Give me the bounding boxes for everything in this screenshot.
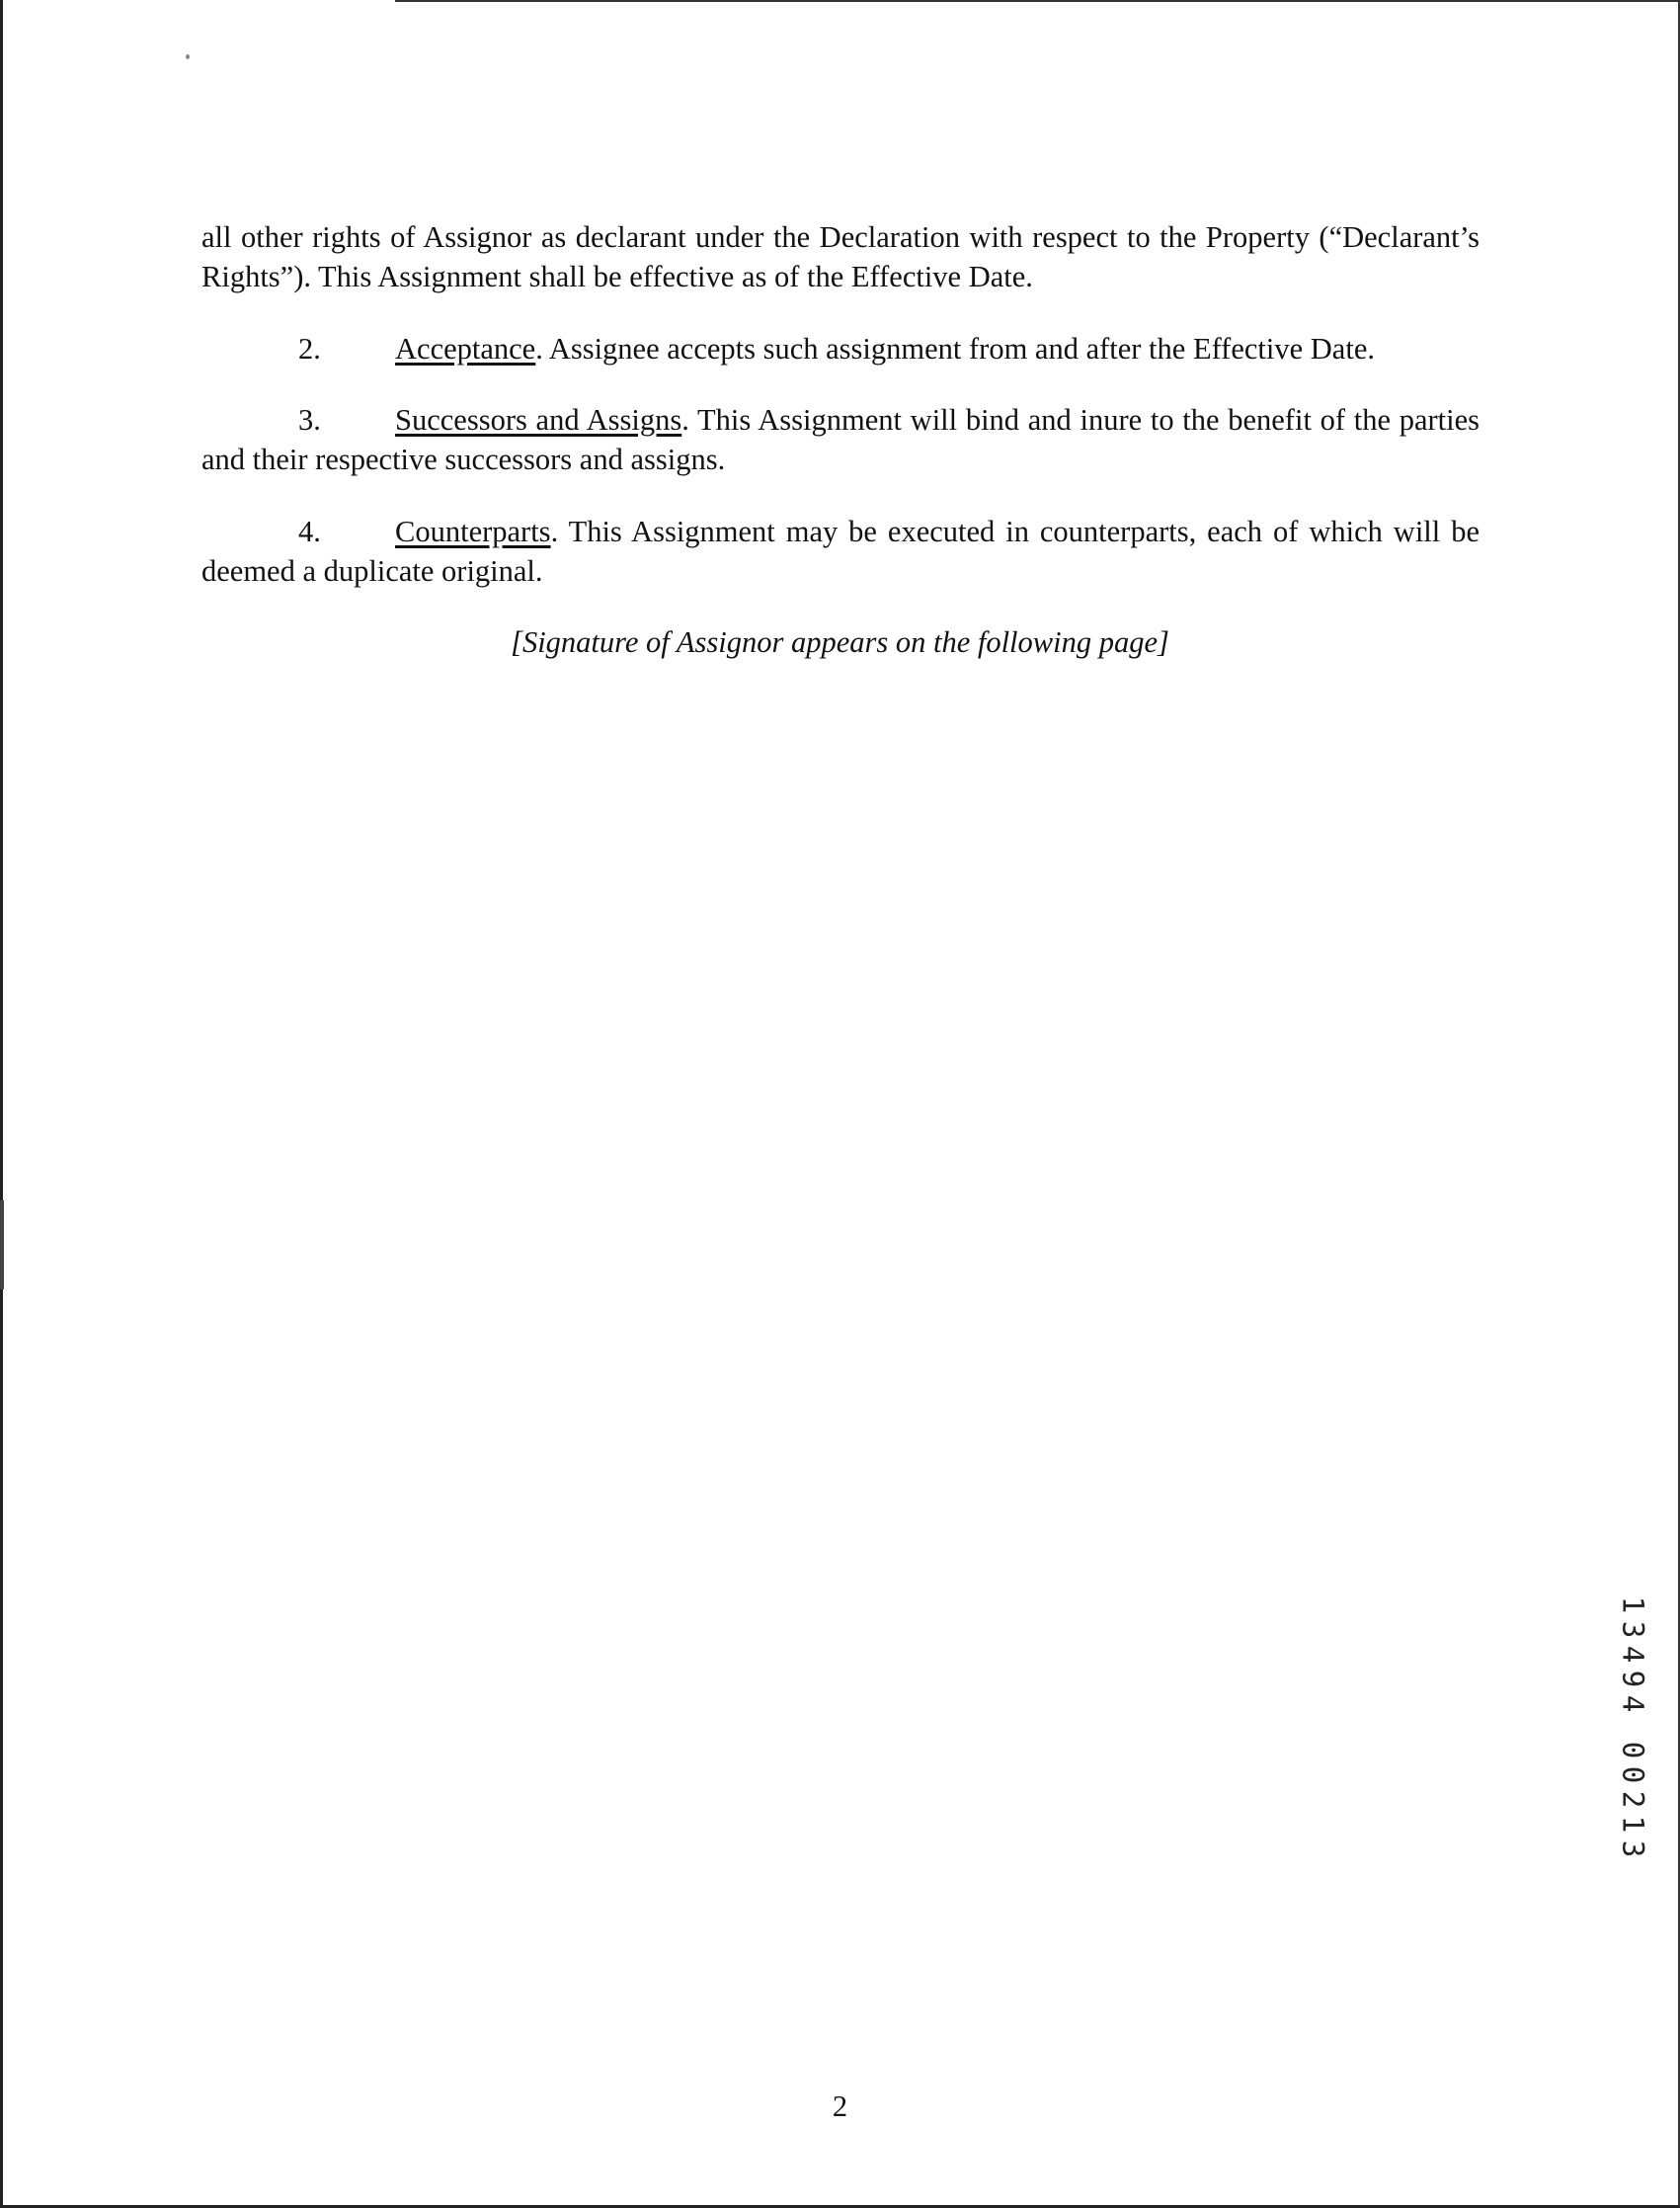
scan-edge-mark <box>0 1200 4 1289</box>
stamp-digit: 1 <box>1616 1815 1650 1834</box>
section-text: . This Assignment will bind and inure to the benefit of the parties and their respective successors and assigns. <box>201 403 1480 476</box>
scan-speck <box>186 54 190 59</box>
section-heading: Acceptance <box>395 332 536 366</box>
section-number: 2. <box>298 332 321 366</box>
stamp-digit: 1 <box>1616 1595 1650 1614</box>
section-number: 3. <box>298 403 321 437</box>
stamp-digit: 9 <box>1616 1670 1650 1688</box>
section-heading: Counterparts <box>395 515 551 548</box>
section-2 <box>201 329 1480 368</box>
section-text: . This Assignment may be executed in counterparts, each of which will be deemed a duplicate original. <box>201 515 1480 588</box>
stamp-digit: 3 <box>1616 1620 1650 1639</box>
recording-stamp <box>1616 1593 1650 1861</box>
section-4 <box>201 512 1480 591</box>
section-3 <box>201 400 1480 479</box>
stamp-digit: 3 <box>1616 1840 1650 1858</box>
section-text: . Assignee accepts such assignment from and after the Effective Date. <box>535 332 1375 366</box>
stamp-digit: 4 <box>1616 1645 1650 1664</box>
section-number: 4. <box>298 515 321 548</box>
top-edge-line <box>395 0 1680 2</box>
stamp-digit: 4 <box>1616 1694 1650 1713</box>
paragraph-continuation: all other rights of Assignor as declarant under the Declaration with respect to the Property (“Declarant’s Rights”). This Assignment shall be effective as of the Effective Date. <box>201 220 1480 293</box>
stamp-digit: 0 <box>1616 1765 1650 1784</box>
signature-note: [Signature of Assignor appears on the following page] <box>511 625 1169 659</box>
stamp-digit: 2 <box>1616 1790 1650 1809</box>
page-number: 2 <box>832 2089 848 2123</box>
stamp-digit: 0 <box>1616 1741 1650 1759</box>
section-heading: Successors and Assigns <box>395 403 682 437</box>
